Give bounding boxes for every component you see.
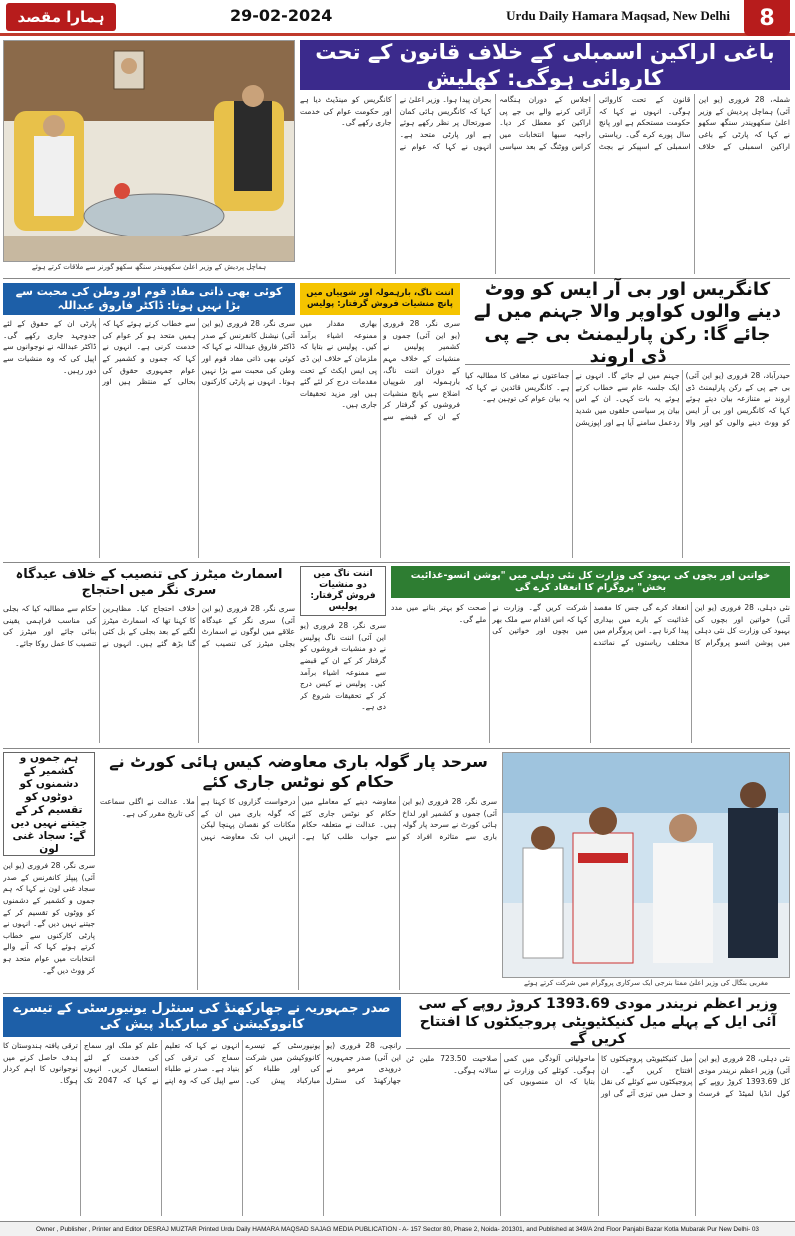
imprint-footer: Owner , Publisher , Printer and Editor DESRAJ MUZTAR Printed Urdu Daily HAMARA MAQSAD SAJAG MEDIA PUBLICATION - A- 157 Sector 80, Phase 2, Noida- 201301, and Published at 349/A 2nd Floor Panjabi Bazar Kotla Mubarak Pur New Delhi- 03 (0, 1221, 795, 1236)
paper-name: Urdu Daily Hamara Maqsad, New Delhi (506, 8, 730, 23)
story1-photo (3, 40, 295, 262)
separator (3, 562, 790, 563)
story5-headline: اسمارٹ میٹرز کی تنصیب کے خلاف عیدگاہ سری نگر میں احتجاج (3, 566, 295, 600)
story9-body: سری نگر، 28 فروری (یو این آئی) جموں و کشمیر اور لداخ ہائی کورٹ نے سرحد پار گولہ باری سے متاثرہ افراد کو معاوضہ دینے کے معاملے میں حکام کو نوٹس جاری کئے ہیں۔ عدالت نے متعلقہ حکام سے جواب طلب کیا ہے۔ درخواست گزاروں کا کہنا ہے کہ گولہ باری میں ان کے مکانات کو نقصان پہنچا لیکن انہیں اب تک معاوضہ نہیں ملا۔ عدالت نے اگلی سماعت کی تاریخ مقرر کی ہے۔ (100, 797, 497, 841)
story12-body: رانچی، 28 فروری (یو این آئی) صدر جمہوریہ دروپدی مرمو نے جھارکھنڈ کی سنٹرل یونیورسٹی کے تیسرے کانووکیشن میں شرکت کی اور طلباء کو مبارکباد پیش کی۔ انہوں نے کہا کہ تعلیم سماج کی ترقی کی بنیاد ہے۔ صدر نے طلباء سے اپیل کی کہ وہ اپنے علم کو ملک اور سماج کی خدمت کے لئے استعمال کریں۔ انہوں نے کہا کہ 2047 تک ترقی یافتہ ہندوستان کا ہدف حاصل کرنے میں نوجوانوں کا اہم کردار ہوگا۔ (3, 1041, 401, 1085)
newspaper-logo: ہمارا مقصد (6, 3, 116, 31)
story2-body: حیدرآباد، 28 فروری (یو این آئی) بی جے پی کے رکن پارلیمنٹ ڈی اروند نے متنازعہ بیان دیتے ہوئے کہا کہ کانگریس اور بی آر ایس کو ووٹ دینے والوں کو اوپر والا جہنم میں لے جائے گا۔ انہوں نے ایک جلسہ عام سے خطاب کرتے ہوئے یہ بات کہی۔ ان کے اس بیان پر سیاسی حلقوں میں شدید ردعمل سامنے آیا ہے اور اپوزیشن جماعتوں نے معافی کا مطالبہ کیا ہے۔ کانگریس قائدین نے کہا کہ یہ بیان عوام کی توہین ہے۔ (465, 371, 790, 427)
story8-body: سری نگر، 28 فروری (یو این آئی) پیپلز کانفرنس کے صدر سجاد غنی لون نے کہا کہ ہم جموں و کشمیر کے دشمنوں کو ووٹوں کو تقسیم کر کے جیتنے نہیں دیں گے۔ انہوں نے پارٹی کارکنوں سے خطاب کرتے ہوئے کہا کہ آنے والے انتخابات میں عوام متحد ہو کر ووٹ دیں گے۔ (3, 861, 95, 975)
story5-body: سری نگر، 28 فروری (یو این آئی) سری نگر کے عیدگاہ علاقے میں لوگوں نے اسمارٹ بجلی میٹرز کی تنصیب کے خلاف احتجاج کیا۔ مظاہرین کا کہنا تھا کہ اسمارٹ میٹرز لگنے کے بعد بجلی کے بل کئی گنا بڑھ گئے ہیں۔ انہوں نے حکام سے مطالبہ کیا کہ بجلی کی مناسب فراہمی یقینی بنائی جائے اور میٹرز کی تنصیب کا عمل روکا جائے۔ (3, 604, 295, 648)
story10-caption: مغربی بنگال کی وزیر اعلیٰ ممتا بنرجی ایک سرکاری پروگرام میں شرکت کرتے ہوئے (524, 979, 768, 987)
issue-date: 29-02-2024 (230, 6, 333, 25)
story9-headline: سرحد پار گولہ باری معاوضہ کیس ہائی کورٹ نے حکام کو نوٹس جاری کئے (100, 752, 497, 792)
story7-headline: خواتین اور بچوں کی بہبود کی وزارت کل نئی دہلی میں "پوشن اتسو-غذائیت بخش" پروگرام کا انعقاد کرے گی (391, 566, 790, 598)
story6-body: سری نگر، 28 فروری (یو این آئی) اننت ناگ پولیس نے دو منشیات فروشوں کو گرفتار کر کے ان کے قبضے سے ممنوعہ اشیاء برآمد کیں۔ پولیس نے کیس درج کر کے تحقیقات شروع کر دی ہے۔ (300, 621, 386, 712)
separator (3, 748, 790, 749)
story3-body: سری نگر، 28 فروری (یو این آئی) نیشنل کانفرنس کے صدر ڈاکٹر فاروق عبداللہ نے کہا کہ کوئی بھی ذاتی مفاد قوم اور وطن کی محبت سے بڑا نہیں ہوتا۔ انہوں نے پارٹی کارکنوں سے خطاب کرتے ہوئے کہا کہ ہمیں متحد ہو کر عوام کی خدمت کرنی ہے۔ انہوں نے کہا کہ جموں و کشمیر کے عوام جمہوری حقوق کی بحالی کے منتظر ہیں اور پارٹی ان کے حقوق کے لئے جدوجہد جاری رکھے گی۔ ڈاکٹر عبداللہ نے نوجوانوں سے اپیل کی کہ وہ منشیات سے دور رہیں۔ (3, 319, 295, 387)
officials-meeting-photo (4, 41, 295, 262)
story11-headline: وزیر اعظم نریندر مودی 1393.69 کروڑ روپے کے سی آئی ایل کے پہلے میل کنیکٹیویٹی پروجیکٹوں کا افتتاح کریں گے (406, 997, 790, 1049)
story4-body: سری نگر، 28 فروری (یو این آئی) جموں و کشمیر پولیس نے منشیات کے خلاف مہم کے دوران اننت ناگ، بارہمولہ اور شوپیاں اضلاع سے پانچ منشیات فروشوں کو گرفتار کر کے ان کے قبضے سے بھاری مقدار میں ممنوعہ اشیاء برآمد کیں۔ پولیس نے بتایا کہ ملزمان کے خلاف این ڈی پی ایس ایکٹ کے تحت مقدمات درج کر لئے گئے ہیں اور مزید تحقیقات جاری ہیں۔ (300, 319, 460, 421)
story8-headline: ہم جموں و کشمیر کے دشمنوں کو دوٹوں کو تقسیم کر کے جیتنے نہیں دیں گے: سجاد غنی لون (3, 752, 95, 856)
page-number: 8 (744, 0, 790, 36)
story6-headline: اننت ناگ میں دو منشیات فروش گرفتار: پولیس (300, 566, 386, 616)
story3-headline: کوئی بھی ذاتی مفاد قوم اور وطن کی محبت سے بڑا نہیں ہوتا: ڈاکٹر فاروق عبداللہ (3, 283, 295, 315)
story7-body: نئی دہلی، 28 فروری (یو این آئی) خواتین اور بچوں کی بہبود کی وزارت کل نئی دہلی میں پوشن اتسو پروگرام کا انعقاد کرے گی جس کا مقصد غذائیت کے بارے میں بیداری پیدا کرنا ہے۔ اس پروگرام میں مختلف ریاستوں کے نمائندے شرکت کریں گے۔ وزارت نے کہا کہ اس اقدام سے ملک بھر میں بچوں اور خواتین کی صحت کو بہتر بنانے میں مدد ملے گی۔ (391, 603, 790, 647)
story12-headline: صدر جمہوریہ نے جھارکھنڈ کی سنٹرل یونیورسٹی کے تیسرے کانووکیشن کو مبارکباد پیش کی (3, 997, 401, 1037)
event-photo (503, 753, 790, 978)
story2-headline: کانگریس اور بی آر ایس کو ووٹ دینے والوں کواوپر والا جہنم میں لے جائے گا: رکن پارلیمنٹ بی جے پی ڈی اروند (465, 283, 790, 365)
masthead (0, 0, 795, 36)
story1-headline: باغی اراکین اسمبلی کے خلاف قانون کے تحت کاروائی ہوگی: کھلیش (300, 40, 790, 90)
separator (3, 993, 790, 994)
story1-caption: ہماچل پردیش کے وزیر اعلیٰ سکھویندر سنگھ سکھو گورنر سے ملاقات کرتے ہوئے (31, 263, 267, 271)
story10-photo (502, 752, 790, 978)
story11-body: نئی دہلی، 28 فروری (یو این آئی) وزیر اعظم نریندر مودی کل 1393.69 کروڑ روپے کے کول انڈیا لمیٹڈ کے فرسٹ میل کنیکٹیویٹی پروجیکٹوں کا افتتاح کریں گے۔ ان پروجیکٹوں سے کوئلے کی نقل و حمل میں تیزی آئے گی اور ماحولیاتی آلودگی میں کمی ہوگی۔ کوئلے کی وزارت نے بتایا کہ ان منصوبوں کی صلاحیت 723.50 ملین ٹن سالانہ ہوگی۔ (406, 1054, 790, 1098)
story1-body: شملہ، 28 فروری (یو این آئی) ہماچل پردیش کے وزیر اعلیٰ سکھویندر سنگھ سکھو نے کہا کہ پارٹی کے باغی اراکین اسمبلی کے خلاف قانون کے تحت کاروائی ہوگی۔ انہوں نے کہا کہ حکومت مستحکم ہے اور پانچ سال پورے کرے گی۔ ریاستی اسمبلی کے اسپیکر نے بجٹ اجلاس کے دوران ہنگامہ آرائی کرنے والے بی جے پی اراکین کو معطل کر دیا۔ راجیہ سبھا انتخابات میں کراس ووٹنگ کے بعد سیاسی بحران پیدا ہوا۔ وزیر اعلیٰ نے کہا کہ کانگریس ہائی کمان صورتحال پر نظر رکھے ہوئے ہے اور پارٹی متحد ہے۔ انہوں نے کہا کہ عوام نے کانگریس کو مینڈیٹ دیا ہے اور حکومت عوام کی خدمت جاری رکھے گی۔ (300, 95, 790, 151)
story4-headline: اننت ناگ، بارہمولہ اور شوپیاں میں پانچ منشیات فروش گرفتار: پولیس (300, 283, 460, 315)
